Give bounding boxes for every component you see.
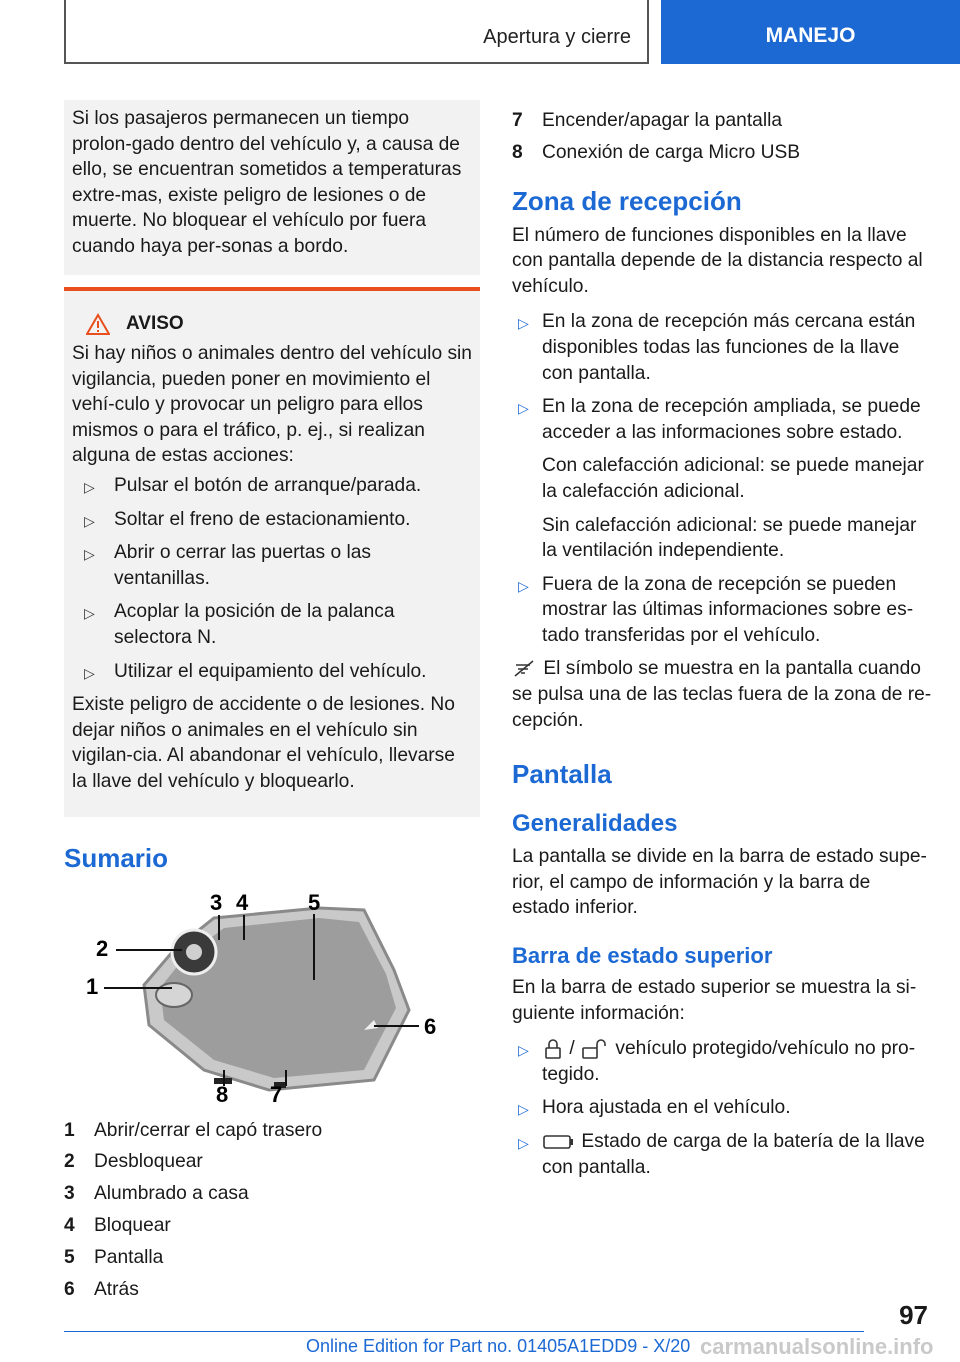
legend-item: 6 Atrás [64, 1279, 139, 1301]
triangle-bullet-icon: ▷ [518, 315, 529, 332]
triangle-bullet-icon: ▷ [518, 1101, 529, 1118]
section-title: Apertura y cierre [483, 26, 631, 48]
list-item: ▷ Acoplar la posición de la palanca selectora N. [84, 601, 395, 648]
barra-intro: En la barra de estado superior se muestra la si-guiente información: [512, 977, 917, 1024]
callout-1: 1 [86, 973, 99, 999]
warning-title [72, 313, 472, 335]
triangle-bullet-icon: ▷ [84, 664, 95, 681]
right-column [512, 108, 932, 1188]
list-item: ▷ / vehículo protegido/vehículo no pro-tegido. [518, 1038, 916, 1085]
list-item: ▷ Abrir o cerrar las puertas o las ventanillas. [84, 542, 371, 589]
warning-outro: Existe peligro de accidente o de lesiones. No dejar niños o animales en el vehículo sin vigilan-cia. Al abandonar el vehículo, llevarse la llave del vehículo y bloquearlo. [72, 694, 455, 792]
footer-edition: Online Edition for Part no. 01405A1EDD9 - X/20 [306, 1336, 691, 1356]
legend-item: 3 Alumbrado a casa [64, 1183, 249, 1205]
page-number: 97 [899, 1300, 928, 1330]
callout-5: 5 [308, 889, 321, 915]
display-key-illustration [64, 890, 480, 1110]
triangle-bullet-icon: ▷ [518, 577, 529, 594]
lock-closed-icon [542, 1038, 564, 1060]
legend-item: 2 Desbloquear [64, 1151, 203, 1173]
zona-sub-1: Con calefacción adicional: se puede manejar la calefacción adicional. [542, 455, 924, 502]
warning-title-text: AVISO [126, 313, 184, 334]
left-column [64, 100, 480, 1309]
footer-divider [64, 1331, 864, 1332]
figure-legend-right [512, 108, 932, 166]
triangle-bullet-icon: ▷ [84, 512, 95, 529]
list-item: ▷ Estado de carga de la batería de la llave con pantalla. [518, 1131, 925, 1178]
header-frame [64, 0, 649, 64]
out-of-range-icon [512, 659, 538, 679]
figure-legend-left [64, 1118, 480, 1304]
callout-7: 7 [270, 1081, 283, 1107]
chapter-tab[interactable]: MANEJO [661, 0, 960, 64]
legend-item: 1 Abrir/cerrar el capó trasero [64, 1119, 323, 1141]
pantalla-heading: Pantalla [512, 759, 612, 790]
warning-triangle-icon [86, 313, 110, 335]
generalidades-heading: Generalidades [512, 810, 678, 838]
callout-4: 4 [236, 889, 249, 915]
list-item: ▷ Pulsar el botón de arranque/parada. [72, 473, 472, 499]
sumario-heading: Sumario [64, 842, 169, 873]
legend-item: 7 Encender/apagar la pantalla [512, 110, 783, 131]
callout-8: 8 [216, 1081, 229, 1107]
display-key-figure [64, 890, 480, 1110]
callout-3: 3 [210, 889, 223, 915]
battery-icon [542, 1133, 576, 1151]
list-item: ▷ En la zona de recepción ampliada, se puede acceder a las informaciones sobre estado. [518, 396, 921, 443]
list-item: ▷ Fuera de la zona de recepción se pueden mostrar las últimas informaciones sobre es-tado transferidas por el vehículo. [518, 573, 914, 646]
barra-heading: Barra de estado superior [512, 943, 773, 969]
list-item: ▷ Utilizar el equipamiento del vehículo. [72, 659, 472, 685]
triangle-bullet-icon: ▷ [518, 1042, 529, 1059]
triangle-bullet-icon: ▷ [84, 478, 95, 495]
zona-list-2 [512, 572, 932, 649]
zona-symbol-note: El símbolo se muestra en la pantalla cuando se pulsa una de las teclas fuera de la zona de re-cepción. [512, 658, 932, 731]
zona-list [512, 309, 932, 445]
watermark: carmanualsonline.info [700, 1334, 934, 1359]
list-item: ▷ Soltar el freno de estacionamiento. [72, 507, 472, 533]
zona-sub-2: Sin calefacción adicional: se puede manejar la ventilación independiente. [542, 514, 917, 562]
legend-item: 4 Bloquear [64, 1215, 171, 1237]
triangle-bullet-icon: ▷ [518, 400, 529, 417]
zona-intro: El número de funciones disponibles en la llave con pantalla depende de la distancia respecto al vehículo. [512, 224, 923, 297]
warning-continuation-box [64, 100, 480, 275]
legend-item: 8 Conexión de carga Micro USB [512, 141, 801, 163]
list-item: ▷ En la zona de recepción más cercana están disponibles todas las funciones de la llave con pantalla. [518, 311, 916, 384]
triangle-bullet-icon: ▷ [84, 605, 95, 622]
triangle-bullet-icon: ▷ [518, 1135, 529, 1152]
warning-list [72, 473, 472, 684]
triangle-bullet-icon: ▷ [84, 546, 95, 563]
zona-heading: Zona de recepción [512, 185, 742, 216]
barra-list [512, 1036, 932, 1180]
warning-intro: Si hay niños o animales dentro del vehículo sin vigilancia, pueden poner en movimiento el vehí-culo y provocar un peligro para ellos mismos o para el tráfico, p. ej., si realizan alguna de estas acciones: [72, 343, 472, 467]
generalidades-text: La pantalla se divide en la barra de estado supe-rior, el campo de información y la barra de estado inferior. [512, 846, 927, 919]
lock-open-icon [580, 1038, 610, 1060]
warning-box [64, 287, 480, 817]
legend-item: 5 Pantalla [64, 1247, 164, 1269]
box-text: Si los pasajeros permanecen un tiempo prolon-gado dentro del vehículo y, a causa de ello, se encuentran sometidos a temperaturas extre-mas, existe peligro de lesiones o de muerte. No bloquear el vehículo por fuera cuando haya per-sonas a bordo. [72, 108, 462, 257]
callout-2: 2 [96, 935, 109, 961]
list-item: ▷ Hora ajustada en el vehículo. [512, 1095, 932, 1121]
callout-6: 6 [424, 1013, 437, 1039]
